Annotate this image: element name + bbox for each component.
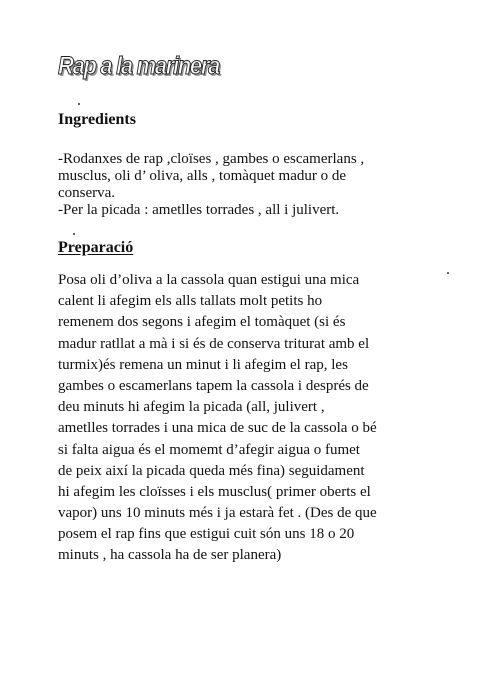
preparation-line: madur ratllat a mà i si és de conserva triturat amb el (58, 335, 370, 352)
recipe-title: Rap a la marinera (58, 52, 219, 80)
ingredients-line: musclus, oli d’ oliva, alls , tomàquet madur o de (58, 168, 347, 184)
preparation-heading: Preparació (58, 239, 134, 256)
preparation-line: vapor) uns 10 minuts més i ja estarà fet . (Des de que (58, 505, 377, 522)
ingredients-heading: Ingredients (58, 111, 136, 128)
preparation-line: ametlles torrades i una mica de suc de la cassola o bé (58, 420, 377, 437)
preparation-line: remenem dos segons i afegim el tomàquet (si és (58, 314, 346, 331)
preparation-line: Posa oli d’oliva a la cassola quan estigui una mica (58, 272, 360, 288)
preparation-text (58, 270, 377, 567)
preparation-line: minuts , ha cassola ha de ser planera) (58, 547, 282, 564)
preparation-line: hi afegim les cloïsses i els musclus( primer oberts el (58, 483, 371, 500)
preparation-line: gambes o escamerlans tapem la cassola i després de (58, 377, 369, 394)
preparation-line: posem el rap fins que estigui cuit són uns 18 o 20 (58, 526, 355, 543)
scan-speck (73, 233, 75, 235)
ingredients-line: -Rodanxes de rap ,cloïses , gambes o escamerlans , (58, 151, 365, 167)
preparation-line: calent li afegim els alls tallats molt petits ho (58, 293, 323, 310)
scan-speck (447, 272, 449, 274)
preparation-line: turmix)és remena un minut i li afegim el rap, les (58, 356, 348, 373)
ingredients-line: conserva. (58, 185, 116, 201)
preparation-line: si falta aigua és el momemt d’afegir aigua o fumet (58, 441, 360, 458)
ingredients-text (58, 151, 364, 219)
ingredients-line: -Per la picada : ametlles torrades , all i julivert. (58, 202, 340, 218)
scan-speck (78, 103, 80, 105)
preparation-line: de peix així la picada queda més fina) seguidament (58, 462, 365, 479)
preparation-line: deu minuts hi afegim la picada (all, julivert , (58, 399, 325, 416)
